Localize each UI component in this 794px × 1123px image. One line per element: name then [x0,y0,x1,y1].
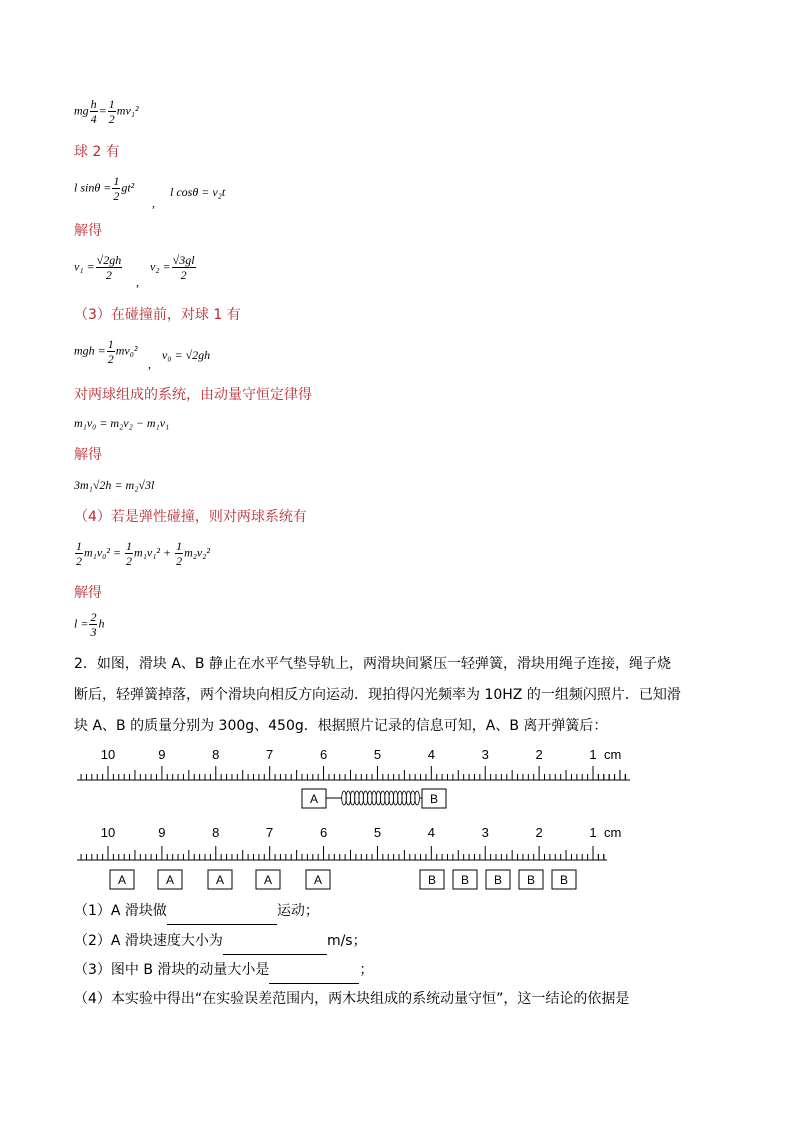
block-b-label: B [429,792,439,806]
block-a-flash-label: A [313,873,323,887]
block-a-flash-label: A [263,873,273,887]
block-a-flash-label: A [165,873,175,887]
ruler-bottom [77,825,621,860]
answer-blank-2[interactable] [223,940,327,955]
text-jiede-3: 解得 [74,585,102,601]
ruler-label: 8 [212,747,220,762]
ruler-top [77,747,630,780]
block-a-label: A [309,792,319,806]
equation-ball2-horizontal: l cosθ = v₂t [170,185,226,199]
sub-question-2: （2）A 滑块速度大小为 m/s； [74,927,367,955]
ruler-label: 1 [589,825,597,840]
ruler-label: 7 [266,825,274,840]
ruler-label: 4 [427,825,435,840]
block-b-flash-label: B [526,873,536,887]
equation-elastic: $\frac{1}{2}$ m₁v₀² = $\frac{1}{2}$ m₁v₁² + $\frac{1}{2}$ m₂v₂² [76,539,210,568]
ruler-label: 5 [373,747,382,762]
question-2-line-3: 块 A、B 的质量分别为 300g、450g．根据照片记录的信息可知，A、B 离开弹簧后： [74,718,608,734]
ruler-label: 7 [266,747,274,762]
comma: , [152,196,155,210]
ruler-label: 3 [481,747,489,762]
ruler-figure [70,740,640,900]
text-part4: （4）若是弹性碰撞，则对两球系统有 [74,509,307,525]
answer-blank-1[interactable] [167,910,277,925]
sub-question-4: （4）本实验中得出“在实验误差范围内，两木块组成的系统动量守恒”，这一结论的依据是 [74,991,630,1007]
text-jiede-1: 解得 [74,223,102,239]
sub-question-3: （3）图中 B 滑块的动量大小是 ； [74,956,373,984]
ruler-label: 1 [589,747,597,762]
text-jiede-2: 解得 [74,447,102,463]
block-a-flash-label: A [215,873,225,887]
ruler-label: 10 [100,747,116,762]
comma-3: , [148,357,151,371]
ruler-label: 9 [158,747,166,762]
comma-2: , [136,275,139,289]
answer-blank-3[interactable] [269,969,359,984]
blocks-bottom [110,870,576,889]
ruler-label: 6 [319,825,328,840]
ruler-label: 3 [481,825,489,840]
ruler-label: 2 [535,825,543,840]
ruler-unit: cm [604,747,622,762]
ruler-label: 9 [158,825,166,840]
block-b-flash-label: B [427,873,437,887]
block-b-flash-label: B [559,873,569,887]
equation-ball1-energy: mgh = $\frac{1}{2}$ mv₀² [74,337,138,366]
equation-v0: v₀ = √2gh [162,348,211,362]
equation-result: 3m₁√2h = m₂√3l [74,478,155,492]
ruler-label: 10 [100,825,116,840]
question-2-line-1: 2．如图，滑块 A、B 静止在水平气垫导轨上，两滑块间紧压一轻弹簧，滑块用绳子连接，绳子烧 [74,656,671,672]
blocks-top [302,789,446,808]
block-b-flash-label: B [460,873,470,887]
block-a-flash-label: A [117,873,127,887]
ruler-label: 2 [535,747,543,762]
ruler-label: 5 [373,825,382,840]
equation-energy-ball1: mg $\frac{h}{4}$ = $\frac{1}{2}$ mv₁² [74,97,139,126]
ruler-label: 6 [319,747,328,762]
equation-v2: v₂ = $\frac{√3gl}{2}$ [150,253,195,282]
text-momentum: 对两球组成的系统，由动量守恒定律得 [74,387,312,403]
ruler-unit: cm [604,825,622,840]
ruler-label: 8 [212,825,220,840]
equation-v1: v₁ = $\frac{√2gh}{2}$ [74,253,122,282]
sub-question-1: （1）A 滑块做 运动； [74,897,319,925]
text-part3: （3）在碰撞前，对球 1 有 [74,307,241,323]
equation-l: l = $\frac{2}{3}$ h [74,610,105,639]
question-2-line-2: 断后，轻弹簧掉落，两个滑块向相反方向运动．现拍得闪光频率为 10HZ 的一组频闪照片．已知滑 [74,687,681,703]
text-ball2: 球 2 有 [74,144,120,160]
ruler-label: 4 [427,747,435,762]
block-b-flash-label: B [493,873,503,887]
equation-ball2-vertical: l sinθ = $\frac{1}{2}$ gt² [74,174,135,203]
equation-momentum: m₁v₀ = m₂v₂ − m₁v₁ [74,416,170,430]
